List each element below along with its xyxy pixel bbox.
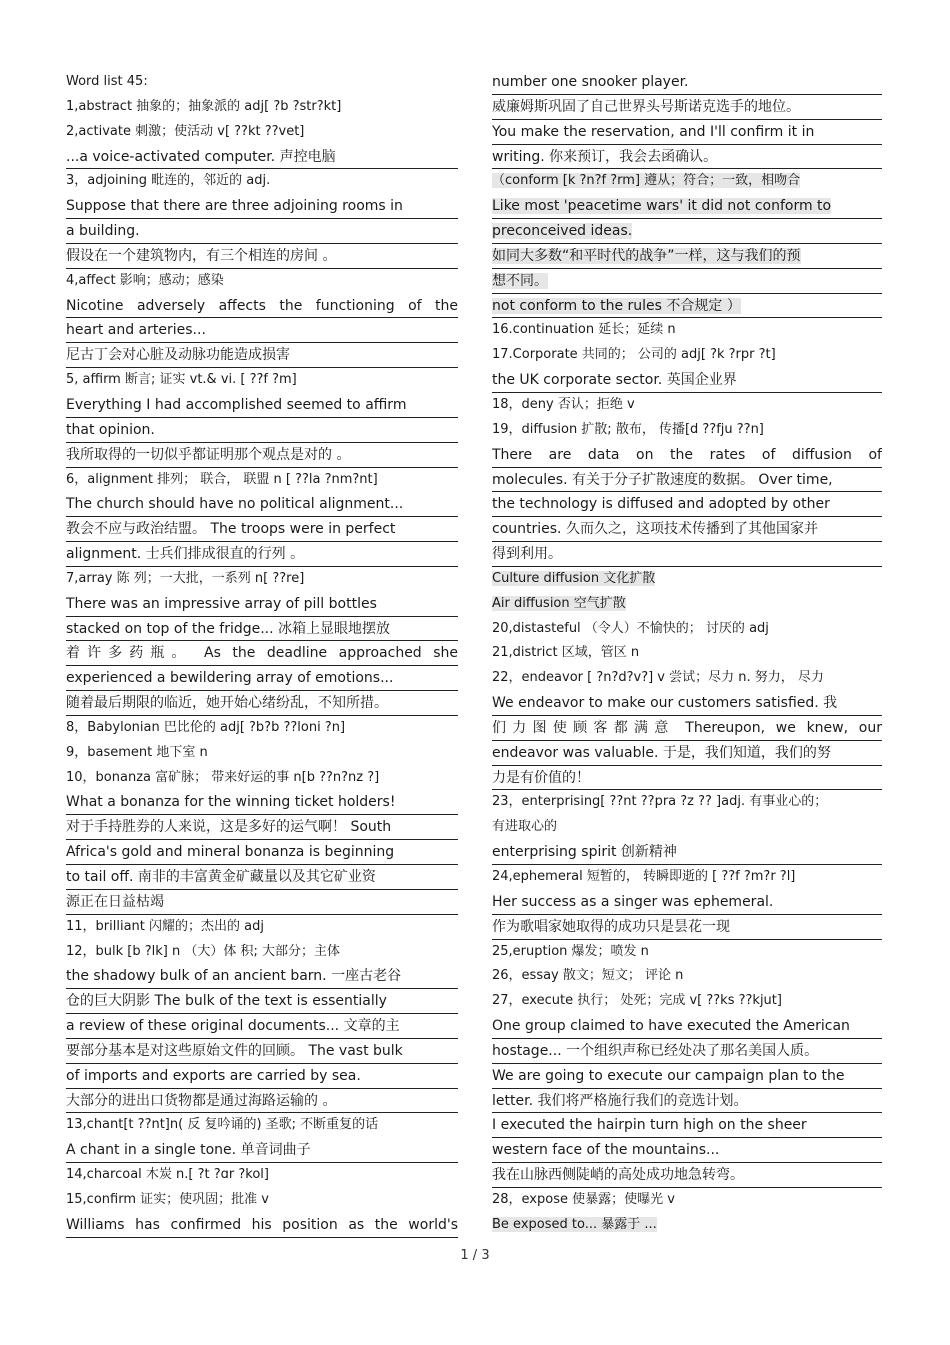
text-line [66, 318, 458, 343]
line-text: of imports and exports are carried by sea. [66, 1067, 361, 1084]
line-text: There was an impressive array of pill bottles [66, 595, 377, 612]
text-line [66, 517, 458, 542]
line-text: 尼古丁会对心脏及动脉功能造成损害 [66, 347, 290, 364]
text-line [66, 766, 458, 791]
text-line [66, 393, 458, 418]
line-text: molecules. 有关于分子扩散速度的数据。 Over time, [492, 471, 833, 488]
text-line [492, 890, 882, 915]
text-line [66, 865, 458, 890]
line-text: endeavor was valuable. 于是，我们知道，我们的努 [492, 744, 831, 761]
text-line [492, 815, 882, 840]
line-text: 4,affect 影响；感动；感染 [66, 272, 224, 288]
text-line [492, 194, 882, 219]
text-line [66, 95, 458, 120]
line-text: not conform to the rules 不合规定 ） [492, 297, 741, 314]
line-text: Like most 'peacetime wars' it did not conform to [492, 198, 832, 215]
text-line [492, 219, 882, 244]
line-text: 17.Corporate 共同的； 公司的 adj[ ?k ?rpr ?t] [492, 347, 776, 363]
text-line [492, 840, 882, 865]
line-text: The church should have no political alignment... [66, 496, 404, 513]
line-text: Air diffusion 空气扩散 [492, 595, 626, 611]
line-text: 2,activate 刺激；使活动 v[ ??kt ??vet] [66, 123, 305, 139]
line-text: heart and arteries... [66, 322, 206, 339]
text-line [492, 393, 882, 418]
text-line [492, 517, 882, 542]
text-line [66, 1113, 458, 1138]
text-line [66, 666, 458, 691]
line-text: 7,array 陈 列；一大批，一系列 n[ ??re] [66, 570, 305, 586]
line-text: 威廉姆斯巩固了自己世界头号斯诺克选手的地位。 [492, 98, 800, 115]
line-text: 20,distasteful （令人）不愉快的； 讨厌的 adj [492, 620, 769, 636]
text-line [66, 1138, 458, 1163]
text-line [492, 95, 882, 120]
text-line [66, 1014, 458, 1039]
text-line [492, 269, 882, 294]
text-line [492, 1138, 882, 1163]
page-number: 1 / 3 [460, 1248, 490, 1263]
line-text: 12，bulk [b ?lk] n （大）体 积; 大部分；主体 [66, 943, 341, 959]
line-text: the technology is diffused and adopted by other [492, 496, 830, 513]
text-line [492, 691, 882, 716]
line-text: 仓的巨大阴影 The bulk of the text is essentially [66, 993, 387, 1010]
line-text: 随着最后期限的临近，她开始心绪纷乱，不知所措。 [66, 695, 388, 712]
text-line [492, 716, 882, 741]
line-text: （conform [k ?n?f ?rm] 遵从；符合；一致，相吻合 [492, 173, 801, 189]
text-line [66, 219, 458, 244]
text-line [492, 443, 882, 468]
text-line [66, 294, 458, 319]
line-text: a building. [66, 223, 140, 240]
line-text: Williams has confirmed his position as the world's [66, 1216, 458, 1233]
text-line [66, 120, 458, 145]
line-text: 13,chant[t ??nt]n( 反 复吟诵的) 圣歌; 不断重复的话 [66, 1117, 379, 1133]
line-text: 大部分的进出口货物都是通过海路运输的 。 [66, 1092, 337, 1109]
line-text: alignment. 士兵们排成很直的行列 。 [66, 546, 305, 563]
text-line [66, 542, 458, 567]
line-text: 有进取心的 [492, 819, 558, 835]
left-column [66, 70, 458, 1238]
text-line [492, 343, 882, 368]
line-text: Suppose that there are three adjoining rooms in [66, 198, 403, 215]
text-line [492, 567, 882, 592]
text-line [492, 492, 882, 517]
text-line [492, 294, 882, 319]
text-line [66, 145, 458, 170]
line-text: Culture diffusion 文化扩散 [492, 570, 656, 586]
line-text: We endeavor to make our customers satisfied. 我 [492, 695, 838, 712]
text-line [492, 915, 882, 940]
line-text: 源正在日益枯竭 [66, 893, 164, 910]
text-line [492, 1089, 882, 1114]
text-line [66, 269, 458, 294]
line-text: 要部分基本是对这些原始文件的回顾。 The vast bulk [66, 1042, 403, 1059]
line-text: 1,abstract 抽象的；抽象派的 adj[ ?b ?str?kt] [66, 98, 342, 114]
line-text: 对于手持胜券的人来说，这是多好的运气啊！ South [66, 819, 392, 836]
text-line [66, 840, 458, 865]
text-line [66, 1213, 458, 1238]
text-line [492, 1014, 882, 1039]
line-text: 假设在一个建筑物内，有三个相连的房间 。 [66, 247, 337, 264]
text-line [492, 418, 882, 443]
line-text: ...a voice-activated computer. 声控电脑 [66, 148, 336, 165]
text-line [66, 1188, 458, 1213]
line-text: 10，bonanza 富矿脉； 带来好运的事 n[b ??n?nz ?] [66, 769, 380, 785]
line-text: to tail off. 南非的丰富黄金矿藏量以及其它矿业资 [66, 869, 376, 885]
line-text: writing. 你来预订，我会去函确认。 [492, 148, 718, 165]
text-line [66, 492, 458, 517]
text-line [492, 318, 882, 343]
text-line [492, 542, 882, 567]
text-line [492, 368, 882, 393]
line-text: 作为歌唱家她取得的成功只是昙花一现 [492, 918, 730, 935]
line-text: stacked on top of the fridge... 冰箱上显眼地摆放 [66, 620, 391, 637]
text-line [492, 964, 882, 989]
text-line [66, 790, 458, 815]
line-text: 着许多药瓶。 As the deadline approached she [66, 645, 458, 662]
text-line [492, 989, 882, 1014]
text-line [66, 915, 458, 940]
text-line [66, 468, 458, 493]
line-text: 19，diffusion 扩散; 散布， 传播[d ??fju ??n] [492, 421, 764, 437]
text-line [66, 443, 458, 468]
line-text: 我在山脉西侧陡峭的高处成功地急转弯。 [492, 1167, 744, 1184]
text-line [492, 741, 882, 766]
line-text: 21,district 区域，管区 n [492, 645, 640, 661]
text-line [492, 1188, 882, 1213]
line-text: 28，expose 使暴露；使曝光 v [492, 1191, 675, 1207]
text-line [66, 741, 458, 766]
line-text: letter. 我们将严格施行我们的竞选计划。 [492, 1092, 748, 1109]
text-line [66, 1089, 458, 1114]
text-line [66, 70, 458, 95]
text-line [66, 617, 458, 642]
line-text: 14,charcoal 木炭 n.[ ?t ?ɑr ?kol] [66, 1167, 269, 1183]
text-line [492, 1163, 882, 1188]
text-line [66, 1064, 458, 1089]
line-text: the UK corporate sector. 英国企业界 [492, 372, 737, 389]
line-text: I executed the hairpin turn high on the sheer [492, 1117, 807, 1134]
line-text: the shadowy bulk of an ancient barn. 一座古老谷 [66, 968, 402, 985]
text-line [66, 194, 458, 219]
text-line [66, 964, 458, 989]
line-text: 5, affirm 断言; 证实 vt.& vi. [ ??f ?m] [66, 372, 297, 388]
text-line [66, 890, 458, 915]
right-column [492, 70, 882, 1238]
line-text: Her success as a singer was ephemeral. [492, 893, 774, 910]
text-line [66, 567, 458, 592]
line-text: experienced a bewildering array of emotions... [66, 670, 394, 687]
line-text: preconceived ideas. [492, 223, 633, 240]
line-text: 9，basement 地下室 n [66, 744, 208, 760]
line-text: 想不同。 [492, 272, 548, 289]
line-text: Nicotine adversely affects the functioning of the [66, 297, 458, 314]
text-line [66, 418, 458, 443]
text-line [492, 120, 882, 145]
text-line [66, 691, 458, 716]
text-line [492, 1064, 882, 1089]
text-line [492, 641, 882, 666]
text-line [66, 368, 458, 393]
text-line [492, 468, 882, 493]
line-text: hostage... 一个组织声称已经处决了那名美国人质。 [492, 1042, 819, 1059]
text-line [492, 766, 882, 791]
line-text: Africa's gold and mineral bonanza is beginning [66, 844, 395, 861]
line-text: There are data on the rates of diffusion of [492, 446, 882, 463]
text-line [66, 592, 458, 617]
text-line [492, 244, 882, 269]
text-line [492, 1039, 882, 1064]
line-text: 8，Babylonian 巴比伦的 adj[ ?b?b ??loni ?n] [66, 719, 346, 735]
text-line [66, 343, 458, 368]
line-text: What a bonanza for the winning ticket holders! [66, 794, 396, 811]
text-line [66, 1163, 458, 1188]
line-text: 15,confirm 证实；使巩固；批准 v [66, 1191, 269, 1207]
text-line [66, 169, 458, 194]
line-text: Word list 45: [66, 74, 148, 89]
text-line [66, 815, 458, 840]
line-text: western face of the mountains... [492, 1142, 720, 1159]
line-text: 11，brilliant 闪耀的；杰出的 adj [66, 918, 264, 934]
text-line [492, 617, 882, 642]
line-text: 27，execute 执行； 处死；完成 v[ ??ks ??kjut] [492, 993, 782, 1009]
text-line [492, 865, 882, 890]
line-text: A chant in a single tone. 单音词曲子 [66, 1142, 311, 1159]
text-line [492, 592, 882, 617]
text-line [492, 790, 882, 815]
text-line [492, 1213, 882, 1238]
text-line [66, 716, 458, 741]
text-line [66, 989, 458, 1014]
line-text: 24,ephemeral 短暂的， 转瞬即逝的 [ ??f ?m?r ?l] [492, 869, 796, 884]
line-text: a review of these original documents... 文章的主 [66, 1018, 400, 1035]
line-text: that opinion. [66, 421, 155, 438]
line-text: We are going to execute our campaign plan to the [492, 1067, 845, 1084]
line-text: 得到利用。 [492, 546, 562, 563]
line-text: 如同大多数“和平时代的战争”一样，这与我们的预 [492, 247, 801, 264]
line-text: 22，endeavor [ ?n?d?v?] v 尝试；尽力 n. 努力， 尽力 [492, 670, 824, 686]
text-line [492, 1113, 882, 1138]
line-text: 25,eruption 爆发；喷发 n [492, 943, 649, 959]
text-line [66, 244, 458, 269]
text-line [492, 169, 882, 194]
line-text: 力是有价值的！ [492, 769, 590, 786]
line-text: countries. 久而久之，这项技术传播到了其他国家并 [492, 521, 818, 538]
text-line [492, 666, 882, 691]
line-text: enterprising spirit 创新精神 [492, 844, 677, 861]
line-text: One group claimed to have executed the American [492, 1018, 850, 1035]
line-text: 3，adjoining 毗连的，邻近的 adj. [66, 173, 271, 189]
line-text: 23，enterprising[ ??nt ??pra ?z ?? ]adj. 有事业心的； [492, 794, 828, 810]
line-text: 们力图使顾客都满意 Thereupon, we knew, our [492, 719, 882, 736]
text-line [492, 940, 882, 965]
line-text: 26，essay 散文；短文； 评论 n [492, 968, 684, 984]
line-text: Everything I had accomplished seemed to affirm [66, 396, 407, 413]
line-text: You make the reservation, and I'll confirm it in [492, 123, 815, 140]
line-text: number one snooker player. [492, 74, 689, 90]
text-line [492, 145, 882, 170]
text-line [66, 940, 458, 965]
line-text: 16.continuation 延长；延续 n [492, 322, 676, 338]
text-line [66, 1039, 458, 1064]
text-line [66, 641, 458, 666]
line-text: 6，alignment 排列； 联合， 联盟 n [ ??la ?nm?nt] [66, 471, 378, 487]
text-line [492, 70, 882, 95]
line-text: 我所取得的一切似乎都证明那个观点是对的 。 [66, 446, 351, 463]
line-text: 教会不应与政治结盟。 The troops were in perfect [66, 521, 396, 538]
line-text: 18，deny 否认；拒绝 v [492, 396, 635, 412]
line-text: Be exposed to... 暴露于 ... [492, 1216, 657, 1232]
